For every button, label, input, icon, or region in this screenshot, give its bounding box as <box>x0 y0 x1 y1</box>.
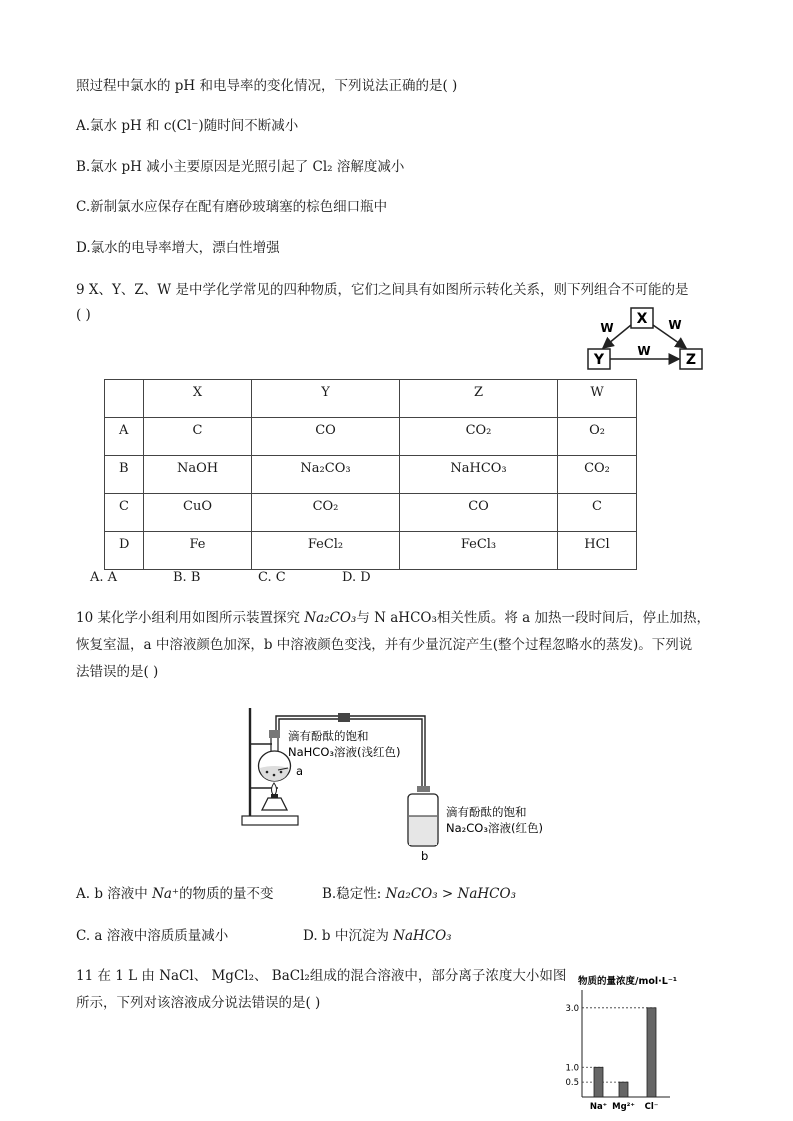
q10-option-a <box>76 884 274 904</box>
q8-option-d: D.氯水的电导率增大，漂白性增强 <box>76 240 280 256</box>
q11-ion-concentration-chart <box>560 972 685 1118</box>
table-cell: NaOH <box>144 456 252 494</box>
q10-stem-part: 10 某化学小组利用如图所示装置探究 <box>76 610 305 626</box>
edge-label-xy: W <box>600 321 614 335</box>
q10-stability-expr: Na₂CO₃ > NaHCO₃ <box>385 886 516 902</box>
q10-option-b-text: B.稳定性: <box>322 886 386 902</box>
q9-choice-c: C. C <box>258 570 286 585</box>
q8-option-b: B.氯水 pH 减小主要原因是光照引起了 Cl₂ 溶解度减小 <box>76 159 405 175</box>
q11-stem-line1: 11 在 1 L 由 NaCl、 MgCl₂、 BaCl₂组成的混合溶液中，部分离子浓度大小如图 <box>76 968 567 984</box>
q9-conversion-diagram <box>585 305 710 375</box>
q10-option-c: C. a 溶液中溶质质量减小 <box>76 928 229 944</box>
chart-title: 物质的量浓度/mol·L⁻¹ <box>578 976 677 987</box>
label-b-line2: Na₂CO₃溶液(红色) <box>446 821 543 835</box>
table-cell: CO <box>400 494 558 532</box>
q10-option-d-text: D. b 中沉淀为 <box>303 928 394 944</box>
table-header-cell: X <box>144 380 252 418</box>
bar <box>647 1008 656 1097</box>
q10-precipitate-expr: NaHCO₃ <box>393 928 452 944</box>
table-cell: CO₂ <box>400 418 558 456</box>
q11-stem-line2: 所示，下列对该溶液成分说法错误的是( ) <box>76 995 321 1011</box>
q9-stem-paren: ( ) <box>76 307 91 323</box>
table-cell: C <box>105 494 144 532</box>
y-tick-label: 0.5 <box>565 1078 579 1089</box>
q9-stem: 9 X、Y、Z、W 是中学化学常见的四种物质，它们之间具有如图所示转化关系，则下列组合不可能的是 <box>76 282 689 298</box>
q10-apparatus-figure <box>238 706 568 864</box>
q8-option-c: C.新制氯水应保存在配有磨砂玻璃塞的棕色细口瓶中 <box>76 199 388 215</box>
table-cell: Fe <box>144 532 252 570</box>
table-cell: D <box>105 532 144 570</box>
table-cell: FeCl₂ <box>252 532 400 570</box>
q10-formula-na2co3: Na₂CO₃ <box>304 610 357 626</box>
q10-stem-line1 <box>76 608 710 628</box>
table-cell: NaHCO₃ <box>400 456 558 494</box>
table-row <box>105 456 637 494</box>
table-header-cell: Z <box>400 380 558 418</box>
q10-option-a-text: 的物质的量不变 <box>179 886 274 902</box>
alcohol-lamp <box>262 798 287 810</box>
q10-option-b <box>322 884 516 904</box>
table-cell: CO <box>252 418 400 456</box>
q10-stem-line3: 法错误的是( ) <box>76 664 159 680</box>
node-y-label: Y <box>593 352 605 368</box>
mark-b: b <box>421 849 429 863</box>
x-tick-label: Cl⁻ <box>644 1102 659 1112</box>
label-b-line1: 滴有酚酞的饱和 <box>446 805 527 819</box>
q9-table <box>104 379 637 570</box>
table-header-row <box>105 380 637 418</box>
node-z-label: Z <box>685 352 697 368</box>
table-cell: O₂ <box>558 418 637 456</box>
q10-ion-na: Na⁺ <box>152 886 180 902</box>
table-cell: B <box>105 456 144 494</box>
table-cell: C <box>144 418 252 456</box>
table-row <box>105 494 637 532</box>
q8-stem: 照过程中氯水的 pH 和电导率的变化情况，下列说法正确的是( ) <box>76 78 458 94</box>
label-a-line1: 滴有酚酞的饱和 <box>288 729 369 743</box>
table-header-cell: W <box>558 380 637 418</box>
bottle-stopper <box>417 786 430 792</box>
q8-option-a: A.氯水 pH 和 c(Cl⁻)随时间不断减小 <box>76 118 299 134</box>
table-cell: FeCl₃ <box>400 532 558 570</box>
table-header-cell <box>105 380 144 418</box>
q10-option-a-text: A. b 溶液中 <box>76 886 153 902</box>
table-cell: CuO <box>144 494 252 532</box>
flask-stopper <box>269 730 280 738</box>
table-header-cell: Y <box>252 380 400 418</box>
table-row <box>105 418 637 456</box>
bar <box>619 1082 628 1097</box>
table-row <box>105 532 637 570</box>
q10-option-d <box>303 926 452 946</box>
q9-choice-d: D. D <box>342 570 371 585</box>
q10-stem-line2: 恢复室温，a 中溶液颜色加深，b 中溶液颜色变浅，并有少量沉淀产生(整个过程忽略水的蒸发)。下列说 <box>76 637 693 653</box>
table-cell: A <box>105 418 144 456</box>
table-cell: CO₂ <box>558 456 637 494</box>
table-cell: C <box>558 494 637 532</box>
y-tick-label: 3.0 <box>565 1003 579 1014</box>
label-a-line2: NaHCO₃溶液(浅红色) <box>288 745 401 759</box>
table-cell: CO₂ <box>252 494 400 532</box>
q9-choice-b: B. B <box>173 570 201 585</box>
x-tick-label: Mg²⁺ <box>612 1102 635 1112</box>
edge-label-yz: W <box>637 344 651 358</box>
q9-choice-a: A. A <box>90 570 118 585</box>
table-cell: Na₂CO₃ <box>252 456 400 494</box>
bar <box>594 1067 603 1097</box>
q10-stem-part: 与 N aHCO₃相关性质。将 a 加热一段时间后，停止加热， <box>356 610 711 626</box>
edge-label-xz: W <box>668 318 682 332</box>
stand-base <box>242 816 298 825</box>
y-tick-label: 1.0 <box>565 1063 579 1074</box>
node-x-label: X <box>636 311 648 327</box>
x-tick-label: Na⁺ <box>589 1102 608 1112</box>
table-cell: HCl <box>558 532 637 570</box>
mark-a: a <box>296 764 304 778</box>
